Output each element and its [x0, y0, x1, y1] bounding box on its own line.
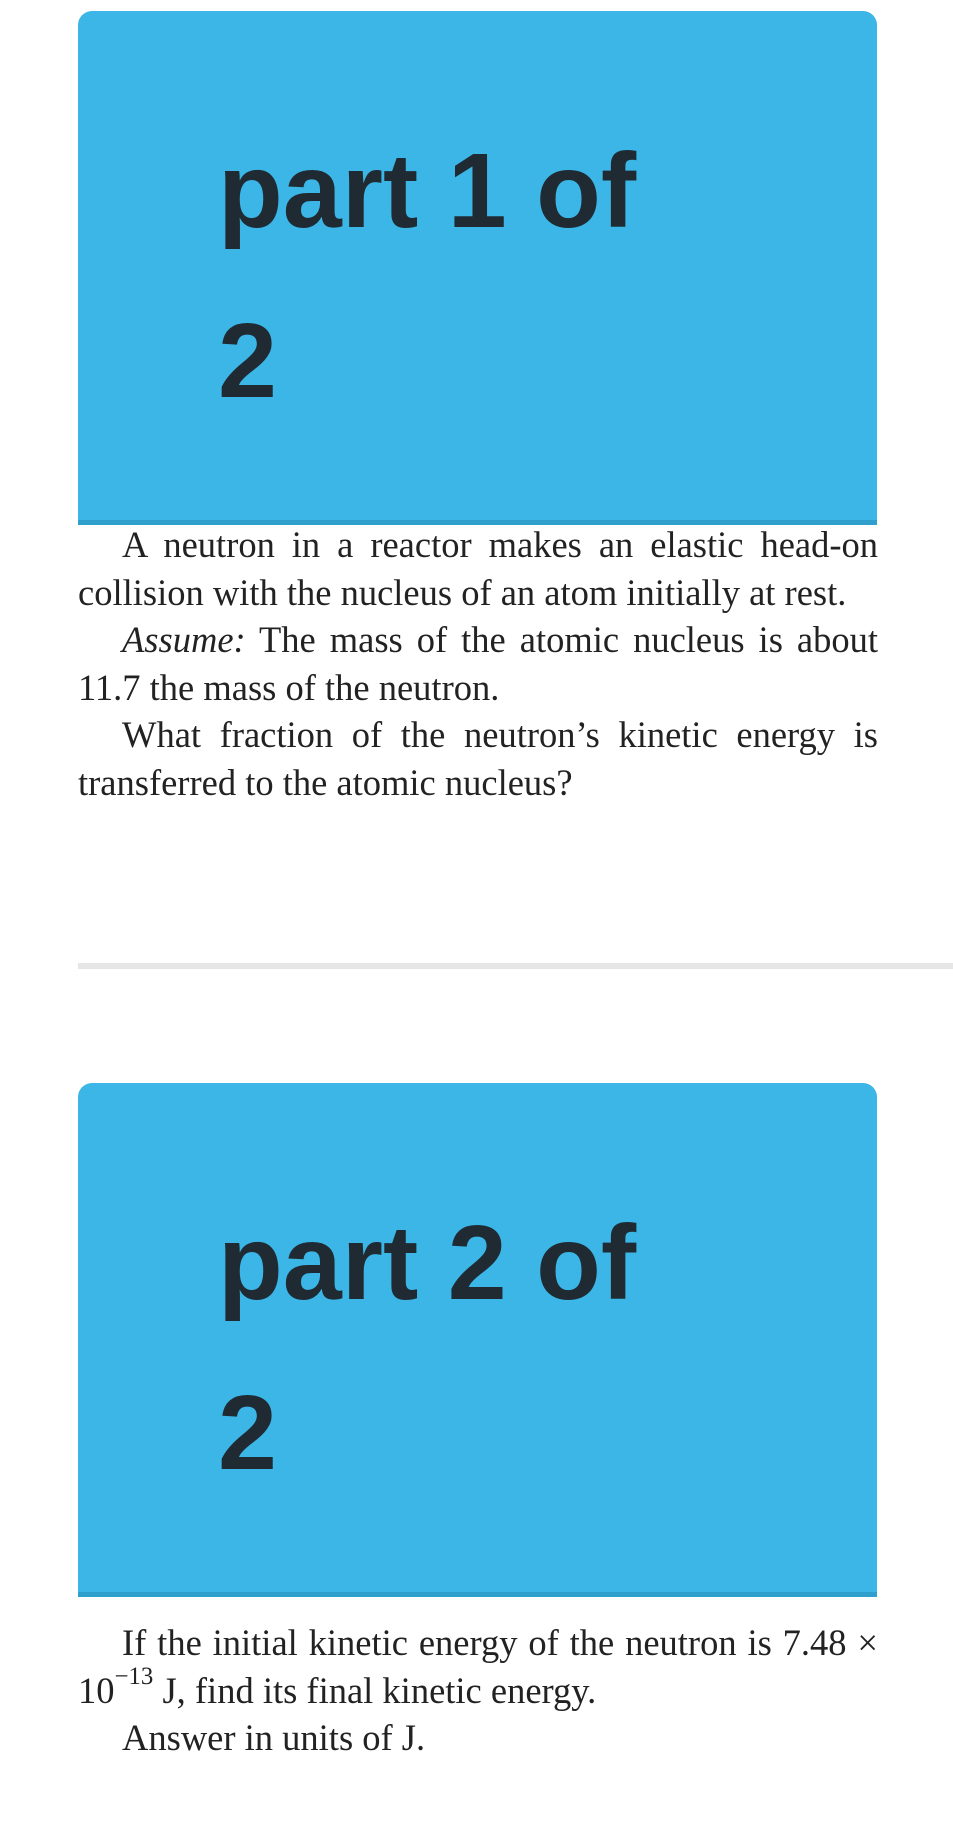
part-1-paragraph-question: What fraction of the neutron’s kinetic energy is transferred to the atomic nucleus?	[78, 714, 878, 803]
assume-text: The mass of the atomic nucleus is about 11.7 the mass of the neutron.	[78, 619, 878, 708]
part-2-header	[78, 1083, 877, 1597]
part-1-title: part 1 of 2	[218, 132, 637, 420]
section-divider	[78, 963, 953, 969]
part-1-header	[78, 11, 877, 525]
part-1-paragraph-assume	[78, 616, 878, 711]
part-2-text-before: If the initial kinetic energy of the neutron is 7.48 × 10	[78, 1622, 878, 1711]
part-2-problem-text	[78, 1619, 878, 1762]
answer-units: Answer in units of J.	[122, 1717, 426, 1758]
exponent: −13	[114, 1663, 154, 1691]
assume-label: Assume:	[122, 619, 246, 660]
part-1-problem-text	[78, 521, 878, 806]
part-2-title: part 2 of 2	[218, 1204, 637, 1492]
part-2-paragraph-1	[78, 1619, 878, 1714]
part-2-text-after: J, find its final kinetic energy.	[153, 1669, 597, 1711]
part-1-paragraph-1: A neutron in a reactor makes an elastic head-on collision with the nucleus of an atom initially at rest.	[78, 524, 878, 613]
